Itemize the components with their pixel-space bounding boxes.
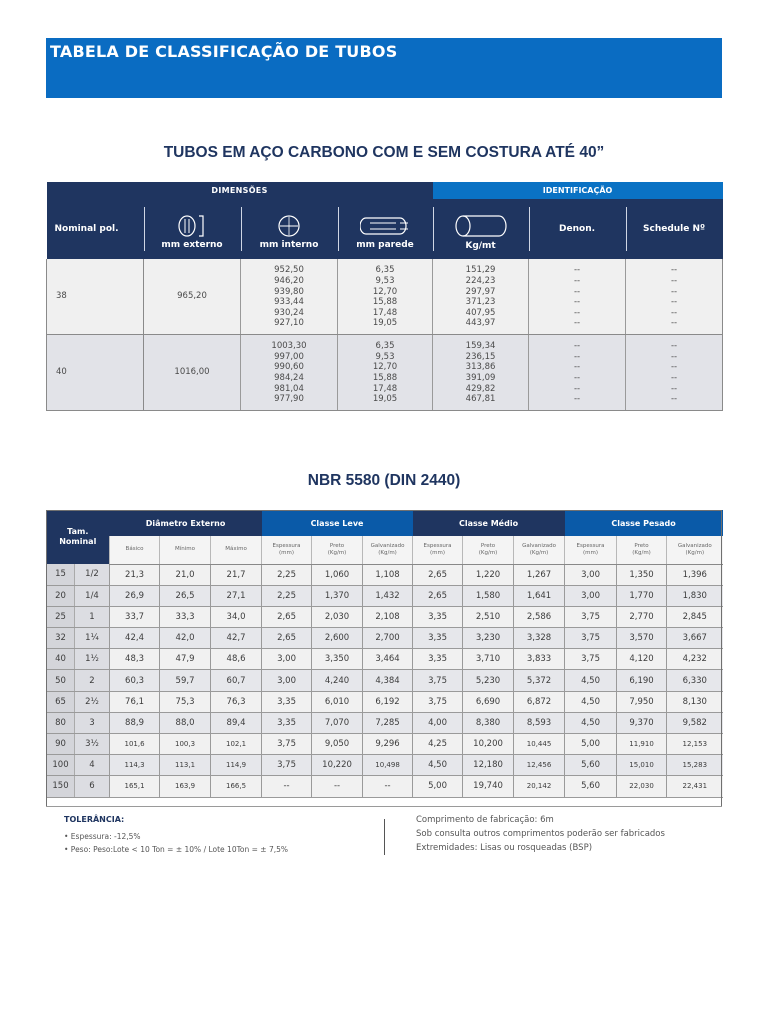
cell-value: -- [670, 318, 678, 329]
sub-galvanizado: Galvanizado (Kg/m) [667, 536, 723, 564]
table-row [47, 649, 723, 670]
table-cell: 2,586 [514, 606, 565, 627]
table-cell: 4,25 [413, 734, 463, 755]
table-cell: 2,770 [617, 606, 667, 627]
cell-external: 965,20 [144, 259, 241, 334]
cell-value: 939,80 [274, 286, 304, 297]
table-cell: 100 [47, 755, 75, 776]
col-weight: Kg/mt [433, 199, 529, 259]
title-banner [46, 38, 722, 98]
table-cell: 33,7 [110, 606, 160, 627]
cell-value: -- [670, 265, 678, 276]
table-cell: 9,370 [617, 712, 667, 733]
table-cell: 10,498 [363, 755, 413, 776]
table-cell: 22,431 [667, 776, 723, 797]
table-cell: 163,9 [160, 776, 211, 797]
cell-value: -- [670, 362, 678, 373]
tolerance-line: • Espessura: -12,5% [64, 832, 141, 841]
table-cell: 1,641 [514, 585, 565, 606]
table-row [47, 712, 723, 733]
cell-value: -- [573, 394, 581, 405]
table-cell: 88,0 [160, 712, 211, 733]
table-cell: 4,120 [617, 649, 667, 670]
table-cell: 60,7 [211, 670, 262, 691]
page-title: TABELA DE CLASSIFICAÇÃO DE TUBOS [50, 42, 398, 61]
cell-value: 933,44 [274, 297, 304, 308]
table-row [47, 734, 723, 755]
table-cell: 3,35 [262, 691, 312, 712]
table-cell: 48,6 [211, 649, 262, 670]
cell-value: -- [670, 276, 678, 287]
cell-value: 429,82 [465, 383, 496, 394]
table-cell: 6,330 [667, 670, 723, 691]
cell-value: -- [670, 341, 678, 352]
cell-value: 927,10 [274, 318, 304, 329]
section2-title: NBR 5580 (DIN 2440) [307, 472, 461, 489]
table-cell: 20,142 [514, 776, 565, 797]
table-cell: 3,230 [463, 628, 514, 649]
table-footer [46, 806, 722, 864]
sub-preto: Preto (Kg/m) [463, 536, 514, 564]
internal-diameter-icon [272, 214, 306, 238]
table-cell: 150 [47, 776, 75, 797]
cell-value: 17,48 [372, 307, 398, 318]
cell-value: 12,70 [372, 286, 398, 297]
table-cell: 2,25 [262, 585, 312, 606]
table-cell: 3,35 [262, 712, 312, 733]
table-cell: 1/2 [75, 564, 110, 585]
tolerance-title: TOLERÂNCIA: [64, 815, 125, 824]
section1-title: TUBOS EM AÇO CARBONO COM E SEM COSTURA ATÉ 40” [163, 144, 605, 161]
table-cell: 8,593 [514, 712, 565, 733]
table-cell: 42,0 [160, 628, 211, 649]
table-cell: 11,910 [617, 734, 667, 755]
cell-value: -- [573, 318, 581, 329]
table-cell: 7,285 [363, 712, 413, 733]
sub-galvanizado: Galvanizado (Kg/m) [514, 536, 565, 564]
table-cell: 10,220 [312, 755, 363, 776]
table-cell: 2,65 [413, 585, 463, 606]
table-cell: 100,3 [160, 734, 211, 755]
classe-leve-header: Classe Leve [262, 510, 413, 536]
table-cell: 113,1 [160, 755, 211, 776]
table-cell: 3½ [75, 734, 110, 755]
cell-wall-list [338, 339, 432, 405]
table-cell: 48,3 [110, 649, 160, 670]
cell-value: -- [670, 297, 678, 308]
table-cell: 9,582 [667, 712, 723, 733]
table-cell: 34,0 [211, 606, 262, 627]
table-cell: 8,130 [667, 691, 723, 712]
col-wall: mm parede [338, 199, 433, 259]
table-cell: 4,50 [565, 670, 617, 691]
table-cell: 6,190 [617, 670, 667, 691]
cell-value: 19,05 [372, 394, 398, 405]
table-cell: 6,010 [312, 691, 363, 712]
table-cell: 15 [47, 564, 75, 585]
table-cell: 114,3 [110, 755, 160, 776]
table-cell: 88,9 [110, 712, 160, 733]
table-cell: -- [363, 776, 413, 797]
cell-nominal: 38 [47, 259, 144, 334]
table-cell: 10,200 [463, 734, 514, 755]
table-cell: 4,232 [667, 649, 723, 670]
cell-denon-list [529, 263, 625, 329]
table-cell: 21,7 [211, 564, 262, 585]
table-cell: 3,75 [565, 606, 617, 627]
table-cell: 1,580 [463, 585, 514, 606]
table-cell: 6 [75, 776, 110, 797]
nbr5580-table-body [47, 564, 723, 797]
cell-value: -- [573, 297, 581, 308]
table-cell: 33,3 [160, 606, 211, 627]
cell-value: -- [573, 362, 581, 373]
table-cell: 5,00 [565, 734, 617, 755]
cell-value: -- [573, 341, 581, 352]
table-cell: 1,220 [463, 564, 514, 585]
identification-header: IDENTIFICAÇÃO [433, 182, 723, 199]
cell-schedule-list [626, 339, 722, 405]
cell-value: 17,48 [372, 383, 398, 394]
table-cell: 6,872 [514, 691, 565, 712]
cell-value: -- [573, 307, 581, 318]
table-cell: 8,380 [463, 712, 514, 733]
table-cell: 5,230 [463, 670, 514, 691]
table-cell: 3,00 [262, 670, 312, 691]
table-cell: 65 [47, 691, 75, 712]
table-cell: 19,740 [463, 776, 514, 797]
table-cell: 4,50 [565, 712, 617, 733]
table-cell: 27,1 [211, 585, 262, 606]
cell-internal-list [241, 339, 337, 405]
table-cell: -- [312, 776, 363, 797]
cell-value: 990,60 [274, 362, 304, 373]
external-diameter-icon [175, 214, 209, 238]
table-row [47, 564, 723, 585]
table-cell: 3,464 [363, 649, 413, 670]
cell-value: 159,34 [465, 341, 496, 352]
table-row [47, 606, 723, 627]
table-cell: 4,50 [413, 755, 463, 776]
cell-value: 297,97 [465, 286, 496, 297]
wall-thickness-icon [360, 214, 410, 238]
cell-value: 997,00 [274, 351, 304, 362]
table-cell: 2,108 [363, 606, 413, 627]
table-cell: 101,6 [110, 734, 160, 755]
table-cell: 3 [75, 712, 110, 733]
table-row [47, 691, 723, 712]
table-cell: 21,3 [110, 564, 160, 585]
cell-value: 1003,30 [271, 341, 307, 352]
table-cell: 3,75 [565, 628, 617, 649]
cell-value: 19,05 [372, 318, 398, 329]
cell-value: -- [573, 265, 581, 276]
table-cell: 1,396 [667, 564, 723, 585]
table-cell: 4,50 [565, 691, 617, 712]
table-cell: 2,600 [312, 628, 363, 649]
cell-value: 224,23 [465, 276, 496, 287]
sub-espessura: Espessura (mm) [413, 536, 463, 564]
table-cell: 165,1 [110, 776, 160, 797]
table-cell: 3,667 [667, 628, 723, 649]
cell-value: -- [670, 394, 678, 405]
table-cell: 42,7 [211, 628, 262, 649]
table-cell: 5,60 [565, 776, 617, 797]
table-cell: 102,1 [211, 734, 262, 755]
cell-value: -- [670, 373, 678, 383]
sub-preto: Preto (Kg/m) [617, 536, 667, 564]
cell-value: 467,81 [465, 394, 496, 405]
cell-value: 443,97 [465, 318, 496, 329]
table-row [47, 259, 723, 334]
info-line: Extremidades: Lisas ou rosqueadas (BSP) [416, 843, 593, 853]
table-cell: 2,65 [262, 628, 312, 649]
table-cell: 2,700 [363, 628, 413, 649]
table-cell: 1,108 [363, 564, 413, 585]
cell-value: -- [670, 383, 678, 394]
classe-pesado-header: Classe Pesado [565, 510, 723, 536]
cell-value: -- [573, 373, 581, 383]
table-cell: 114,9 [211, 755, 262, 776]
table-cell: 4,240 [312, 670, 363, 691]
table-cell: 26,5 [160, 585, 211, 606]
table-cell: 3,75 [413, 691, 463, 712]
table-cell: 2½ [75, 691, 110, 712]
table-cell: 2 [75, 670, 110, 691]
cell-nominal: 40 [47, 334, 144, 410]
cell-value: -- [573, 383, 581, 394]
diametro-externo-header: Diâmetro Externo [110, 510, 262, 536]
table-cell: 3,350 [312, 649, 363, 670]
table-cell: 15,010 [617, 755, 667, 776]
cell-value: 15,88 [372, 297, 398, 308]
sub-maximo: Máximo [211, 536, 262, 564]
footer-divider [384, 819, 385, 855]
col-denon: Denon. [529, 199, 626, 259]
cell-value: 9,53 [375, 276, 395, 287]
info-line: Sob consulta outros comprimentos poderão ser fabricados [416, 829, 665, 839]
cell-value: 6,35 [375, 265, 395, 276]
table-cell: 1,267 [514, 564, 565, 585]
cell-internal-list [241, 263, 337, 329]
cell-value: 977,90 [274, 394, 304, 405]
table-cell: 5,372 [514, 670, 565, 691]
cell-value: 6,35 [375, 341, 395, 352]
carbon-steel-tubes-table [46, 182, 723, 411]
cell-value: 946,20 [274, 276, 304, 287]
table-cell: 1,432 [363, 585, 413, 606]
table-cell: 5,60 [565, 755, 617, 776]
table-cell: 3,35 [413, 628, 463, 649]
table-cell: 3,710 [463, 649, 514, 670]
nbr5580-table [46, 510, 723, 798]
sub-minimo: Mínimo [160, 536, 211, 564]
table-cell: 59,7 [160, 670, 211, 691]
table-cell: 1,350 [617, 564, 667, 585]
table-cell: 3,00 [565, 564, 617, 585]
cell-value: -- [670, 307, 678, 318]
col-internal: mm interno [241, 199, 338, 259]
table-cell: 4,00 [413, 712, 463, 733]
table-cell: 6,690 [463, 691, 514, 712]
col-schedule: Schedule Nº [626, 199, 723, 259]
cell-value: 391,09 [465, 373, 496, 383]
table-cell: 2,25 [262, 564, 312, 585]
classe-medio-header: Classe Médio [413, 510, 565, 536]
cell-wall-list [338, 263, 432, 329]
table-cell: 12,180 [463, 755, 514, 776]
table-cell: 89,4 [211, 712, 262, 733]
table-row [47, 755, 723, 776]
table-cell: 2,510 [463, 606, 514, 627]
table-cell: 3,00 [262, 649, 312, 670]
cell-value: 407,95 [465, 307, 496, 318]
table-cell: 2,845 [667, 606, 723, 627]
cell-schedule-list [626, 263, 722, 329]
cell-external: 1016,00 [144, 334, 241, 410]
table-cell: 10,445 [514, 734, 565, 755]
table-cell: 22,030 [617, 776, 667, 797]
cell-value: 952,50 [274, 265, 304, 276]
table-cell: 3,833 [514, 649, 565, 670]
sub-galvanizado: Galvanizado (Kg/m) [363, 536, 413, 564]
cell-value: 12,70 [372, 362, 398, 373]
table-cell: 21,0 [160, 564, 211, 585]
table-cell: 12,456 [514, 755, 565, 776]
table-cell: 4,384 [363, 670, 413, 691]
cell-weight-list [433, 263, 528, 329]
table-cell: 3,00 [565, 585, 617, 606]
table-cell: 76,1 [110, 691, 160, 712]
cell-value: -- [573, 276, 581, 287]
table-cell: 25 [47, 606, 75, 627]
table-cell: 32 [47, 628, 75, 649]
sub-espessura: Espessura (mm) [262, 536, 312, 564]
table-cell: 7,950 [617, 691, 667, 712]
cell-value: -- [573, 286, 581, 297]
cell-value: 236,15 [465, 351, 496, 362]
cell-value: -- [573, 351, 581, 362]
table-cell: 9,050 [312, 734, 363, 755]
table-cell: 1,830 [667, 585, 723, 606]
pipe-weight-icon [453, 213, 509, 239]
cell-value: 984,24 [274, 373, 304, 383]
info-line: Comprimento de fabricação: 6m [416, 815, 554, 825]
table-cell: 2,65 [413, 564, 463, 585]
sub-espessura: Espessura (mm) [565, 536, 617, 564]
table-cell: 15,283 [667, 755, 723, 776]
cell-value: 371,23 [465, 297, 496, 308]
table-cell: 2,65 [262, 606, 312, 627]
sub-preto: Preto (Kg/m) [312, 536, 363, 564]
table-cell: 3,75 [413, 670, 463, 691]
table-cell: 3,75 [565, 649, 617, 670]
table-cell: 1,770 [617, 585, 667, 606]
table-cell: 60,3 [110, 670, 160, 691]
table-cell: 47,9 [160, 649, 211, 670]
table-cell: 7,070 [312, 712, 363, 733]
table-cell: 4 [75, 755, 110, 776]
cell-value: 15,88 [372, 373, 398, 383]
table-cell: 3,570 [617, 628, 667, 649]
table-cell: 1 [75, 606, 110, 627]
table-cell: 75,3 [160, 691, 211, 712]
table-cell: 50 [47, 670, 75, 691]
table-cell: 80 [47, 712, 75, 733]
table-cell: 76,3 [211, 691, 262, 712]
table-cell: -- [262, 776, 312, 797]
table-cell: 5,00 [413, 776, 463, 797]
table-cell: 1,370 [312, 585, 363, 606]
table-cell: 42,4 [110, 628, 160, 649]
cell-value: 9,53 [375, 351, 395, 362]
tam-nominal-header: Tam. Nominal [47, 510, 110, 564]
table-cell: 40 [47, 649, 75, 670]
table-cell: 12,153 [667, 734, 723, 755]
table-cell: 3,35 [413, 606, 463, 627]
table-cell: 166,5 [211, 776, 262, 797]
table-cell: 3,328 [514, 628, 565, 649]
table-cell: 3,75 [262, 755, 312, 776]
table-row [47, 334, 723, 410]
tolerance-line: • Peso: Peso:Lote < 10 Ton = ± 10% / Lote 10Ton = ± 7,5% [64, 845, 289, 854]
table-cell: 1½ [75, 649, 110, 670]
table-row [47, 776, 723, 797]
table-cell: 20 [47, 585, 75, 606]
cell-weight-list [433, 339, 528, 405]
cell-value: 930,24 [274, 307, 304, 318]
table-cell: 1/4 [75, 585, 110, 606]
col-external: mm externo [144, 199, 241, 259]
table-row [47, 585, 723, 606]
cell-denon-list [529, 339, 625, 405]
table-cell: 9,296 [363, 734, 413, 755]
table-row [47, 670, 723, 691]
cell-value: -- [670, 286, 678, 297]
sub-basico: Básico [110, 536, 160, 564]
table-cell: 1¼ [75, 628, 110, 649]
table-cell: 26,9 [110, 585, 160, 606]
table-cell: 3,75 [262, 734, 312, 755]
table-cell: 1,060 [312, 564, 363, 585]
cell-value: -- [670, 351, 678, 362]
table-cell: 6,192 [363, 691, 413, 712]
table-cell: 90 [47, 734, 75, 755]
table-cell: 3,35 [413, 649, 463, 670]
cell-value: 981,04 [274, 383, 304, 394]
col-nominal: Nominal pol. [47, 199, 144, 259]
cell-value: 313,86 [465, 362, 496, 373]
table-row [47, 628, 723, 649]
cell-value: 151,29 [465, 265, 496, 276]
table-cell: 2,030 [312, 606, 363, 627]
dimensions-header: DIMENSÕES [47, 182, 433, 199]
